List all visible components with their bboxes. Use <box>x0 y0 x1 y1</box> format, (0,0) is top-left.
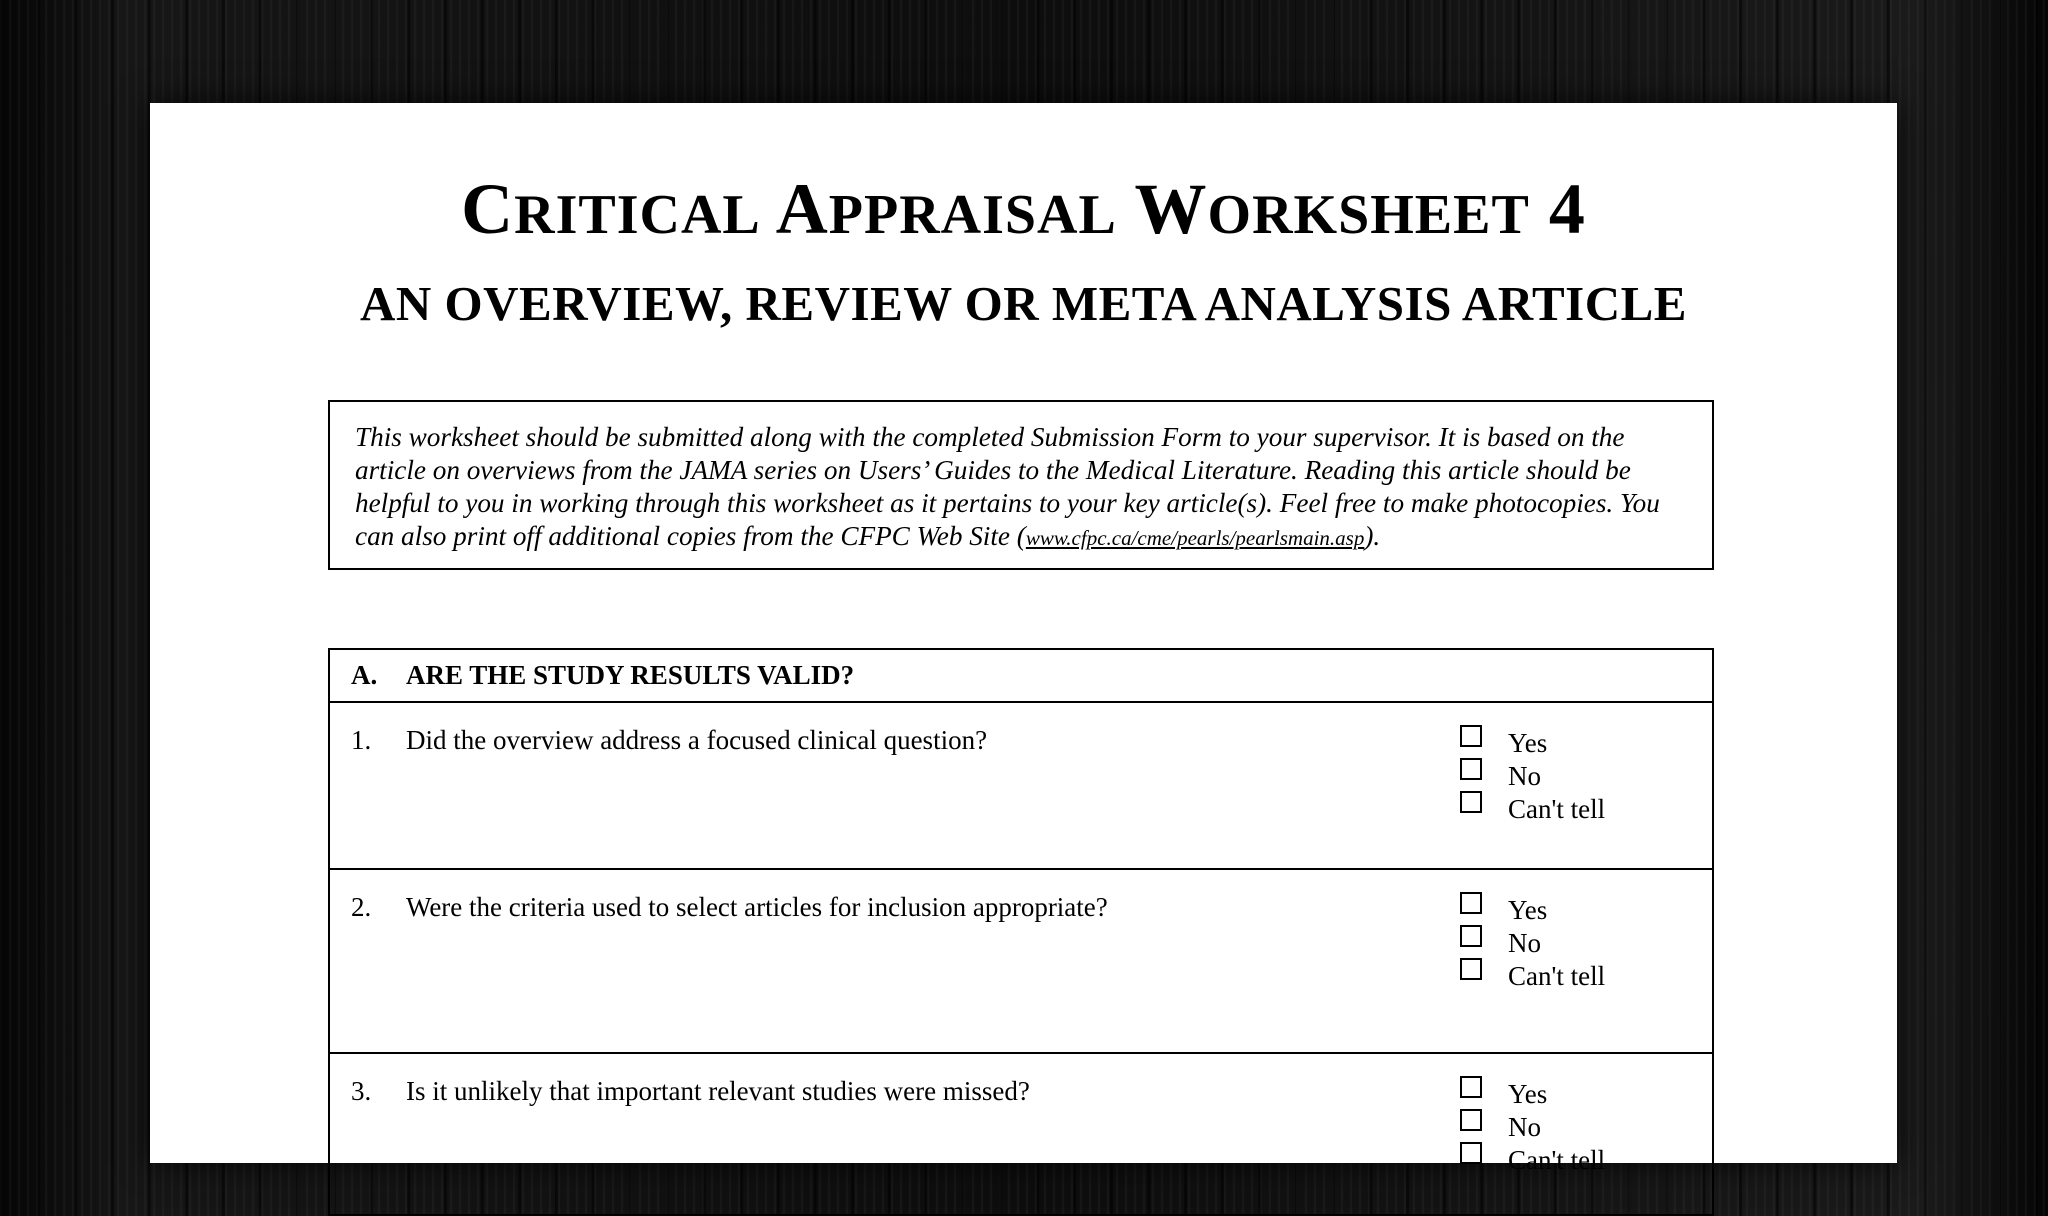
checkbox-icon[interactable] <box>1460 791 1482 813</box>
question-text: Did the overview address a focused clinical question? <box>406 725 988 755</box>
checkbox-icon[interactable] <box>1460 1109 1482 1131</box>
question-row: 2. Were the criteria used to select articles for inclusion appropriate? Yes No Can't tell <box>330 870 1712 1054</box>
section-heading: ARE THE STUDY RESULTS VALID? <box>406 660 855 690</box>
checkbox-icon[interactable] <box>1460 1076 1482 1098</box>
instructions-text: This worksheet should be submitted along with the completed Submission Form to your supervisor. It is based on the article on overviews from the JAMA series on Users’ Guides to the Medical Literature. Reading this article should be helpful to you in working through this worksheet as it pertains to your key article(s). Feel free to make photocopies. You can also print off additional copies from the CFPC Web Site ( <box>355 422 1660 551</box>
checkbox-icon[interactable] <box>1460 758 1482 780</box>
question-row: 3. Is it unlikely that important relevant studies were missed? Yes No Can't tell <box>330 1054 1712 1216</box>
checkbox-icon[interactable] <box>1460 892 1482 914</box>
checkbox-icon[interactable] <box>1460 725 1482 747</box>
worksheet-page <box>150 103 1897 1175</box>
checkbox-icon[interactable] <box>1460 958 1482 980</box>
instructions-box: This worksheet should be submitted along with the completed Submission Form to your supervisor. It is based on the article on overviews from the JAMA series on Users’ Guides to the Medical Literature. Reading this article should be helpful to you in working through this worksheet as it pertains to your key article(s). Feel free to make photocopies. You can also print off additional copies from the CFPC Web Site (www.cfpc.ca/cme/pearls/pearlsmain.asp). <box>328 400 1714 570</box>
cfpc-website-link[interactable]: www.cfpc.ca/cme/pearls/pearlsmain.asp <box>1025 526 1365 550</box>
question-number: 1. <box>351 725 372 755</box>
question-text: Were the criteria used to select articles for inclusion appropriate? <box>406 892 1108 922</box>
page-title: CRITICAL APPRAISAL WORKSHEET 4 <box>461 169 1586 249</box>
checkbox-icon[interactable] <box>1460 925 1482 947</box>
question-number: 3. <box>351 1076 372 1106</box>
section-letter: A. <box>351 660 378 690</box>
section-header-row <box>330 650 1712 703</box>
checkbox-icon[interactable] <box>1460 1142 1482 1164</box>
question-row: 1. Did the overview address a focused clinical question? Yes No Can't tell <box>330 703 1712 870</box>
page-subtitle: AN OVERVIEW, REVIEW OR META ANALYSIS ARTICLE <box>360 276 1687 331</box>
appraisal-table <box>328 648 1714 1216</box>
question-number: 2. <box>351 892 372 922</box>
question-text: Is it unlikely that important relevant studies were missed? <box>406 1076 1030 1106</box>
